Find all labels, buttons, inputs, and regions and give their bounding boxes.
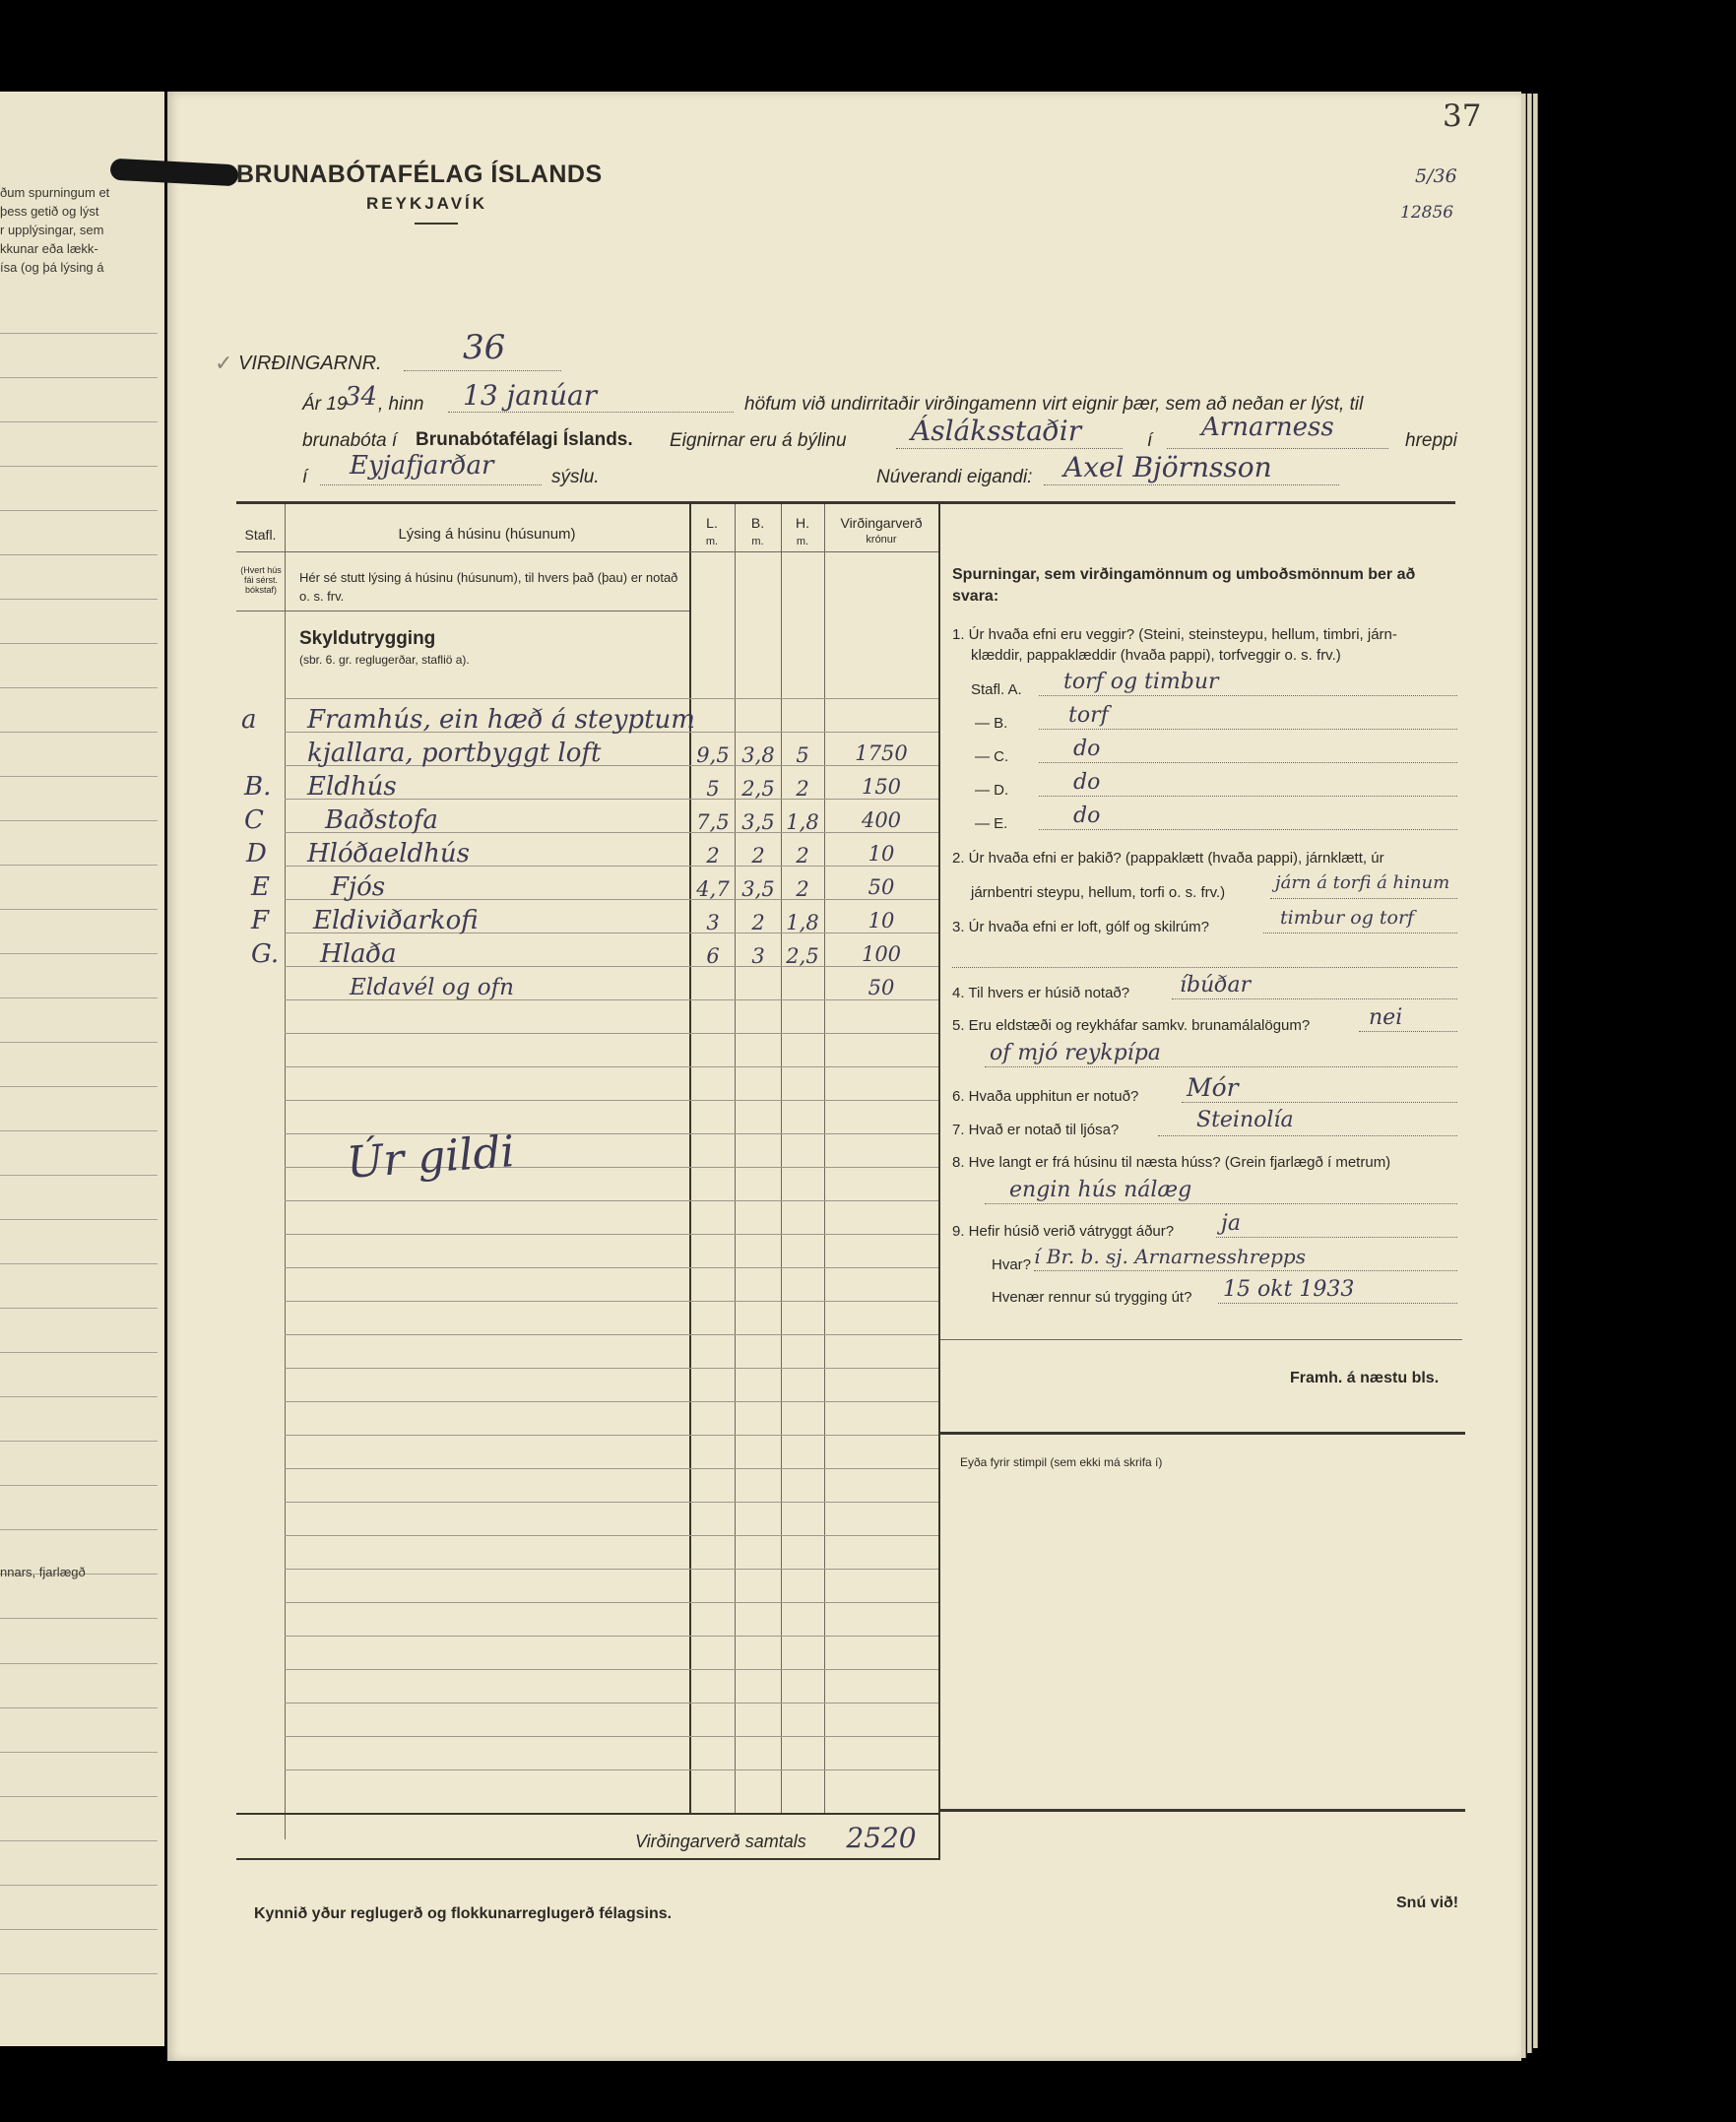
- row-value: 50: [868, 875, 895, 899]
- wall-value-b: torf: [1068, 703, 1109, 728]
- wall-label-c: — C.: [975, 748, 1009, 765]
- row-b: 3,5: [741, 877, 775, 901]
- row-stafl: F: [251, 906, 270, 935]
- section-title: Skyldutrygging: [299, 628, 436, 649]
- hreppur-line: [1167, 448, 1388, 449]
- row-desc: Fjós: [331, 872, 386, 902]
- answer-9: ja: [1221, 1211, 1241, 1236]
- owner-label: Núverandi eigandi:: [876, 467, 1033, 487]
- question-3: 3. Úr hvaða efni er loft, gólf og skilrúm?: [952, 919, 1209, 935]
- wall-value-e: do: [1073, 804, 1101, 828]
- owner-line: [1044, 484, 1339, 485]
- divider: [940, 1339, 1462, 1340]
- margin-note-2: 12856: [1400, 203, 1454, 223]
- hvar-label: Hvar?: [992, 1256, 1032, 1273]
- row-h: 2: [796, 777, 809, 801]
- answer-line: [1039, 762, 1457, 763]
- hinn-label: , hinn: [378, 394, 424, 415]
- valuation-number-value: 36: [463, 328, 506, 367]
- question-9: 9. Hefir húsið verið vátryggt áður?: [952, 1223, 1175, 1240]
- answer-line: [1270, 898, 1457, 899]
- left-text-5: ísa (og þá lýsing á: [0, 260, 104, 275]
- header-rule: [415, 223, 458, 225]
- row-l: 4,7: [696, 877, 730, 901]
- hvenaer-label: Hvenær rennur sú trygging út?: [992, 1289, 1192, 1306]
- question-2: 2. Úr hvaða efni er þakið? (pappaklætt (hvaða pappi), járnklætt, úr: [952, 850, 1384, 867]
- row-h: 2: [796, 877, 809, 901]
- row-b: 2: [751, 844, 765, 868]
- hvar-answer: í Br. b. sj. Arnarnesshrepps: [1034, 1245, 1306, 1268]
- col-divider: [938, 504, 940, 1859]
- col-divider: [285, 504, 286, 1839]
- stamp-label: Eyða fyrir stimpil (sem ekki má skrifa í): [960, 1455, 1163, 1469]
- row-stafl: a: [241, 705, 257, 735]
- stamp-bottom-rule: [940, 1809, 1465, 1812]
- i2-label: í: [302, 467, 308, 487]
- header-virding-unit: krónur: [866, 534, 897, 546]
- answer-line: [1039, 796, 1457, 797]
- header-stafl: Stafl.: [244, 527, 277, 543]
- answer-line: [1158, 1135, 1457, 1136]
- total-bottom-rule: [236, 1858, 940, 1860]
- row-value: 400: [861, 808, 902, 832]
- row-value: 50: [868, 976, 895, 999]
- top-thick-rule: [236, 501, 1455, 504]
- hreppi-label: hreppi: [1405, 430, 1457, 451]
- row-desc: Framhús, ein hæð á steyptum: [307, 705, 695, 735]
- question-5: 5. Eru eldstæði og reykháfar samkv. brunamálalögum?: [952, 1017, 1311, 1034]
- hreppur-value: Arnarness: [1201, 413, 1334, 442]
- i-label: í: [1147, 430, 1153, 451]
- left-text-3: r upplýsingar, sem: [0, 223, 104, 237]
- wall-label-b: — B.: [975, 715, 1008, 732]
- answer-line: [1182, 1102, 1457, 1103]
- answer-5b: of mjó reykpípa: [990, 1041, 1161, 1065]
- row-value: 150: [861, 775, 902, 799]
- page-edge: [1527, 94, 1532, 2053]
- org-name: BRUNABÓTAFÉLAG ÍSLANDS: [236, 161, 603, 188]
- answer-line: [1039, 695, 1457, 696]
- question-1b: klæddir, pappaklæddir (hvaða pappi), torfveggir o. s. frv.): [971, 647, 1341, 664]
- sentence-1: höfum við undirritaðir virðingamenn virt eignir þær, sem að neðan er lýst, til: [744, 394, 1364, 415]
- row-b: 2,5: [741, 777, 775, 801]
- answer-line: [985, 1203, 1457, 1204]
- farm-value: Ásláksstaðir: [911, 415, 1082, 447]
- void-mark: Úr gildi: [345, 1126, 517, 1189]
- question-6: 6. Hvaða upphitun er notuð?: [952, 1088, 1139, 1105]
- row-stafl: B.: [244, 772, 272, 802]
- row-b: 2: [751, 911, 765, 934]
- question-8: 8. Hve langt er frá húsinu til næsta húss? (Grein fjarlægð í metrum): [952, 1154, 1391, 1171]
- row-l: 7,5: [696, 810, 730, 834]
- question-1: 1. Úr hvaða efni eru veggir? (Steini, steinsteypu, hellum, timbri, járn-: [952, 626, 1397, 643]
- answer-2: járn á torfi á hinum: [1275, 872, 1450, 893]
- row-desc: Eldhús: [307, 772, 397, 802]
- row-l: 6: [706, 944, 720, 968]
- row-h: 2,5: [786, 944, 819, 968]
- answer-line: [1263, 932, 1457, 933]
- answer-6: Mór: [1187, 1073, 1239, 1102]
- footer-note: Kynnið yður reglugerð og flokkunarreglugerð félagsins.: [254, 1905, 673, 1922]
- answer-line: [1172, 998, 1457, 999]
- answer-7: Steinolía: [1196, 1108, 1294, 1132]
- sub-stafl: (Hvert hús fái sérst. bókstaf): [240, 565, 282, 595]
- col-divider: [824, 504, 825, 1814]
- col-divider: [689, 504, 691, 1814]
- header-virding: Virðingarverð: [840, 515, 923, 531]
- answer-8: engin hús nálæg: [1009, 1178, 1192, 1202]
- answer-line: [1034, 1270, 1457, 1271]
- turn-over-note: Snú við!: [1396, 1895, 1459, 1911]
- header-l: L.: [706, 515, 718, 531]
- company-name: Brunabótafélagi Íslands.: [416, 429, 633, 450]
- left-text-1: ðum spurningum et: [0, 185, 110, 200]
- sub-lysing: Hér sé stutt lýsing á húsinu (húsunum), til hvers það (þau) er notað o. s. frv.: [299, 570, 678, 604]
- valuation-number-line: [404, 370, 561, 371]
- margin-note-1: 5/36: [1415, 165, 1457, 187]
- page-edge: [1533, 94, 1538, 2048]
- row-h: 2: [796, 844, 809, 868]
- date-value: 13 janúar: [463, 379, 598, 412]
- row-stafl: E: [251, 872, 270, 902]
- date-line: [448, 412, 734, 413]
- row-b: 3: [751, 944, 765, 968]
- sysla-line: [320, 484, 542, 485]
- row-l: 5: [706, 777, 720, 801]
- answer-line: [985, 1066, 1457, 1067]
- col-divider: [735, 504, 736, 1814]
- wall-value-a: torf og timbur: [1063, 670, 1219, 694]
- row-l: 2: [706, 844, 720, 868]
- row-value: 1750: [855, 741, 908, 765]
- total-value: 2520: [846, 1822, 917, 1854]
- row-l: 9,5: [696, 743, 730, 767]
- city: REYKJAVÍK: [366, 194, 488, 213]
- header-h-unit: m.: [796, 536, 809, 547]
- valuation-number-label: VIRÐINGARNR.: [238, 353, 382, 374]
- answer-line: [1359, 1031, 1457, 1032]
- owner-value: Axel Björnsson: [1063, 451, 1272, 483]
- check-mark: ✓: [215, 351, 233, 375]
- header-l-unit: m.: [705, 536, 719, 547]
- table-bottom-rule: [236, 1813, 938, 1815]
- row-desc: kjallara, portbyggt loft: [307, 739, 602, 768]
- col-divider: [781, 504, 782, 1814]
- question-2b: járnbentri steypu, hellum, torfi o. s. frv.): [971, 884, 1226, 901]
- row-b: 3,5: [741, 810, 775, 834]
- row-desc: Eldiviðarkofi: [313, 906, 479, 935]
- wall-label-e: — E.: [975, 815, 1008, 832]
- row-desc: Eldavél og ofn: [350, 975, 514, 1000]
- row-value: 100: [861, 942, 902, 966]
- continue-note: Framh. á næstu bls.: [1290, 1370, 1440, 1386]
- section-sub: (sbr. 6. gr. reglugerðar, stafliö a).: [299, 653, 470, 667]
- page-edge: [1521, 94, 1526, 2058]
- row-stafl: G.: [251, 939, 280, 969]
- row-h: 5: [796, 743, 809, 767]
- left-text-2: þess getið og lýst: [0, 204, 99, 219]
- row-l: 3: [706, 911, 720, 934]
- wall-value-d: do: [1073, 770, 1101, 795]
- questions-title: Spurningar, sem virðingamönnum og umboðsmönnum ber að svara:: [952, 566, 1416, 605]
- row-desc: Hlóðaeldhús: [307, 839, 470, 868]
- header-b-unit: m.: [751, 536, 764, 547]
- header-h: H.: [796, 515, 809, 531]
- left-text-6: nnars, fjarlægð: [0, 1565, 86, 1579]
- sysla-value: Eyjafjarðar: [350, 451, 494, 481]
- page-number: 37: [1443, 98, 1482, 134]
- header-rule: [236, 551, 938, 552]
- farm-label: Eignirnar eru á býlinu: [670, 430, 847, 451]
- row-desc: Hlaða: [320, 939, 397, 969]
- left-page: [0, 92, 164, 2046]
- row-value: 10: [868, 842, 895, 866]
- answer-4: íbúðar: [1180, 973, 1252, 997]
- question-7: 7. Hvað er notað til ljósa?: [952, 1122, 1120, 1138]
- hvenaer-answer: 15 okt 1933: [1223, 1277, 1355, 1302]
- question-4: 4. Til hvers er húsið notað?: [952, 985, 1130, 1001]
- header-lysing: Lýsing á húsinu (húsunum): [398, 526, 576, 543]
- answer-line: [952, 967, 1457, 968]
- answer-line: [1039, 829, 1457, 830]
- row-stafl: D: [246, 839, 267, 868]
- wall-label-a: Stafl. A.: [971, 681, 1022, 698]
- wall-value-c: do: [1073, 737, 1101, 761]
- wall-label-d: — D.: [975, 782, 1009, 799]
- row-stafl: C: [244, 805, 264, 835]
- brunabota-label: brunabóta í: [302, 430, 398, 451]
- row-desc: Baðstofa: [325, 805, 438, 835]
- answer-line: [1216, 1237, 1457, 1238]
- year-value: 34: [345, 382, 378, 412]
- row-value: 10: [868, 909, 895, 932]
- row-b: 3,8: [741, 743, 775, 767]
- farm-line: [896, 448, 1123, 449]
- answer-3: timbur og torf: [1280, 907, 1415, 929]
- row-h: 1,8: [786, 911, 819, 934]
- year-prefix: Ár 19: [302, 394, 348, 415]
- header-b: B.: [750, 515, 765, 531]
- syslu-label: sýslu.: [551, 467, 600, 487]
- left-text-4: kkunar eða lækk-: [0, 241, 98, 256]
- answer-5: nei: [1369, 1005, 1403, 1030]
- answer-line: [1039, 729, 1457, 730]
- answer-line: [1218, 1303, 1457, 1304]
- stamp-top-rule: [940, 1432, 1465, 1435]
- row-h: 1,8: [786, 810, 819, 834]
- total-label: Virðingarverð samtals: [635, 1832, 806, 1851]
